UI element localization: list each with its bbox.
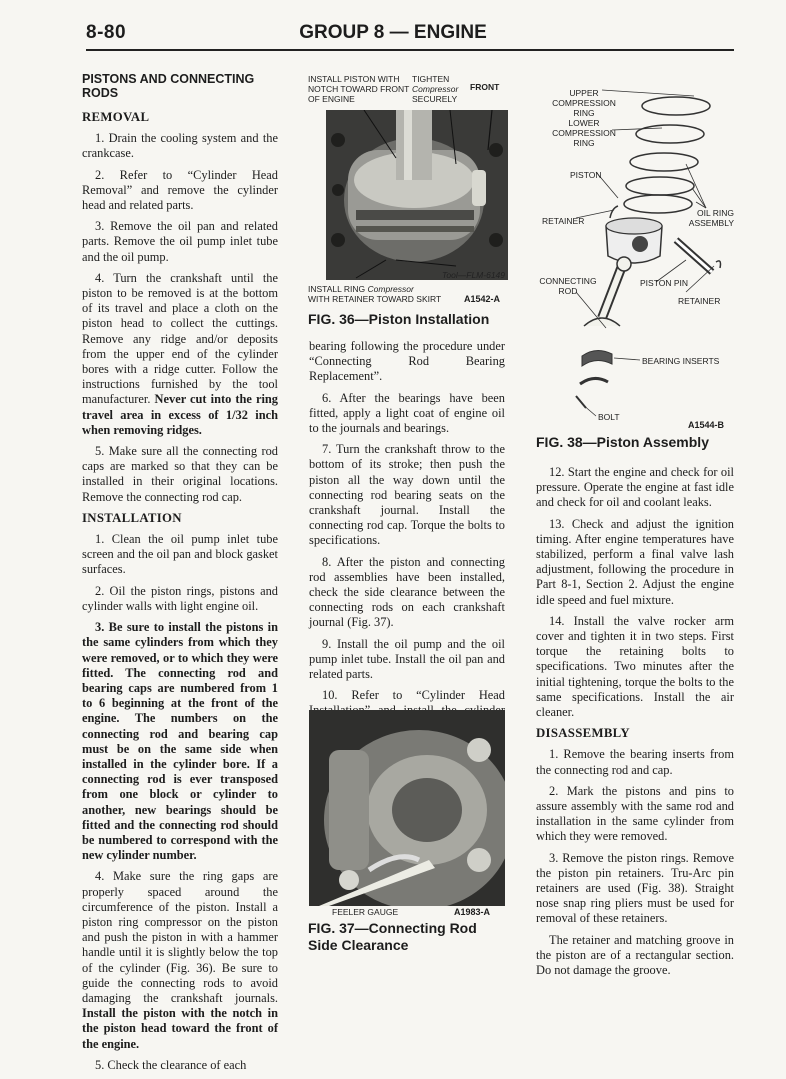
- installation-step: 1. Clean the oil pump inlet tube screen and the oil pan and block gasket surfaces.: [82, 532, 278, 577]
- fig38-label-lower-ring: LOWER COMPRESSION RING: [552, 118, 616, 148]
- fig38-label-oil-ring: OIL RING ASSEMBLY: [688, 208, 734, 228]
- notch-instruction: Install the piston with the notch in the piston head toward the front of the engine.: [82, 1006, 278, 1051]
- page-number: 8-80: [86, 22, 127, 43]
- fig37-caption: FIG. 37—Connecting Rod Side Clearance: [308, 920, 477, 953]
- fig38-label-bolt: BOLT: [598, 412, 620, 422]
- fig38-label-piston: PISTON: [570, 170, 602, 180]
- fig38-label-retainer: RETAINER: [542, 216, 585, 226]
- fig38-code: A1544-B: [688, 420, 725, 430]
- fig36-label-front: FRONT: [470, 82, 500, 92]
- installation-step: 2. Oil the piston rings, pistons and cylinder walls with light engine oil.: [82, 583, 278, 613]
- fig38-label-retainer-2: RETAINER: [678, 296, 721, 306]
- removal-step: 3. Remove the oil pan and related parts. Remove the oil pump inlet tube and the oil pump.: [82, 219, 278, 264]
- fig36-code: A1542-A: [464, 294, 501, 304]
- fig36-label-tighten: TIGHTEN Compressor SECURELY: [412, 74, 459, 104]
- installation-step: 5. Check the clearance of each: [95, 1057, 247, 1072]
- paragraph: bearing following the procedure under “Connecting Rod Bearing Replacement”.: [309, 339, 505, 384]
- fig37-side-clearance-photo: [309, 710, 505, 906]
- paragraph: 10. Refer to “Cylinder Head: [322, 688, 505, 703]
- section-title: PISTONS AND CONNECTING RODS: [82, 72, 255, 100]
- fig36-area: [306, 72, 518, 312]
- right-column: [536, 465, 734, 984]
- installation-step: 3. Be sure to install the pistons in the same cylinders from which they were removed, or to which they were fitted. The connecting rod and bearing caps are numbered from 1 to 6 beginning at the front of the engine. The numbers on the connecting rod and bearing cap must be on the same side when installed in the cylinder bore. If a connecting rod is ever transposed from one block or cylinder to another, new bearings should be fitted and the connecting rod should be numbered to correspond with the new cylinder number.: [82, 620, 278, 863]
- fig36-label-tool: Tool—FLM-6149: [442, 270, 505, 280]
- paragraph: 12. Start the engine and check for oil pressure. Operate the engine at fast idle and check for oil and coolant leaks.: [536, 465, 734, 510]
- warning-text: Never cut into the ring travel area in excess of 1/32 inch when removing ridges.: [82, 392, 278, 437]
- paragraph: 14. Install the valve rocker arm cover and tighten it in two steps. First torque the retaining bolts to specifications. Two minutes after the initial tightening, torque the bolts to the same specifications. Install the air cleaner.: [536, 613, 734, 720]
- fig38-caption: FIG. 38—Piston Assembly: [536, 434, 709, 450]
- removal-step: 2. Refer to “Cylinder Head Removal” and remove the cylinder head and related parts.: [82, 167, 278, 213]
- fig38-label-bearing-inserts: BEARING INSERTS: [642, 356, 720, 366]
- fig38-area: [536, 78, 736, 428]
- disassembly-step: 1. Remove the bearing inserts from the connecting rod and cap.: [536, 747, 734, 777]
- fig38-label-upper-ring: UPPER COMPRESSION RING: [552, 88, 616, 118]
- fig38-label-connecting-rod: CONNECTING ROD: [539, 276, 597, 296]
- installation-heading: INSTALLATION: [82, 510, 182, 525]
- paragraph: 8. After the piston and connecting rod assemblies have been installed, check the side clearance between the connecting rods on each crankshaft journal (Fig. 37).: [309, 554, 505, 630]
- removal-step: 1. Drain the cooling system and the crankcase.: [82, 131, 278, 161]
- header-rule: [86, 49, 734, 51]
- disassembly-step: 2. Mark the pistons and pins to assure assembly with the same rod and installation in the same cylinder from which they were removed.: [536, 783, 734, 844]
- removal-step: 4. Turn the crankshaft until the piston to be removed is at the bottom of its travel and place a cloth on the piston head to collect the cuttings. Remove any ridge and/or deposits from the upper end of the cylinder bores with a ridge cutter. Follow the instructions furnished by the tool manufacturer. Never cut into the ring travel area in excess of 1/32 inch when removing ridges.: [82, 270, 278, 437]
- disassembly-step: 3. Remove the piston rings. Remove the piston pin retainers. Tru-Arc pin retainers are used (Fig. 38). Straight nose snap ring pliers must be used for removal of these retainers.: [536, 850, 734, 926]
- removal-heading: REMOVAL: [82, 110, 150, 124]
- paragraph: 9. Install the oil pump and the oil pump inlet tube. Install the oil pan and related parts.: [309, 636, 505, 682]
- installation-step: 4. Make sure the ring gaps are properly spaced around the circumference of the piston. Install a piston ring compressor on the piston and push the piston in with a hammer handle until it is slightly below the top of the cylinder (Fig. 36). Be sure to guide the connecting rods to avoid damaging the crankshaft journals. Install the piston with the notch in the piston head toward the front of the engine.: [82, 869, 278, 1051]
- removal-step: 5. Make sure all the connecting rod caps are marked so that they can be installed in their original locations. Remove the connecting rod cap.: [82, 444, 278, 504]
- disassembly-heading: DISASSEMBLY: [536, 726, 630, 741]
- fig36-label-ring: INSTALL RING Compressor WITH RETAINER TOWARD SKIRT: [308, 284, 442, 304]
- fig38-label-piston-pin: PISTON PIN: [640, 278, 689, 288]
- paragraph: 6. After the bearings have been fitted, apply a light coat of engine oil to the journals and bearings.: [309, 390, 505, 436]
- disassembly-step: The retainer and matching groove in the piston are of a rectangular section. Do not damage the groove.: [536, 932, 734, 978]
- fig36-label-notch: INSTALL PISTON WITH NOTCH TOWARD FRONT OF ENGINE: [308, 74, 410, 104]
- fig36-caption: FIG. 36—Piston Installation: [308, 311, 490, 327]
- paragraph: 7. Turn the crankshaft throw to the bottom of its stroke; then push the piston all the way down until the connecting rod bearing seats on the crankshaft journal. Install the connecting rod cap. Torque the bolts to specifications.: [309, 442, 505, 548]
- fig37-code: A1983-A: [454, 907, 491, 917]
- page-header-title: GROUP 8 — ENGINE: [299, 22, 487, 43]
- paragraph: 13. Check and adjust the ignition timing. After engine temperatures have stabilized, perform a final valve lash adjustment, following the procedure in Part 8-1, Section 2. Adjust the engine idle speed and fuel mixture.: [536, 516, 734, 607]
- left-column: [82, 72, 278, 1079]
- fig36-piston-install-photo: [326, 110, 508, 280]
- fig37-label-feeler: FEELER GAUGE: [332, 907, 399, 917]
